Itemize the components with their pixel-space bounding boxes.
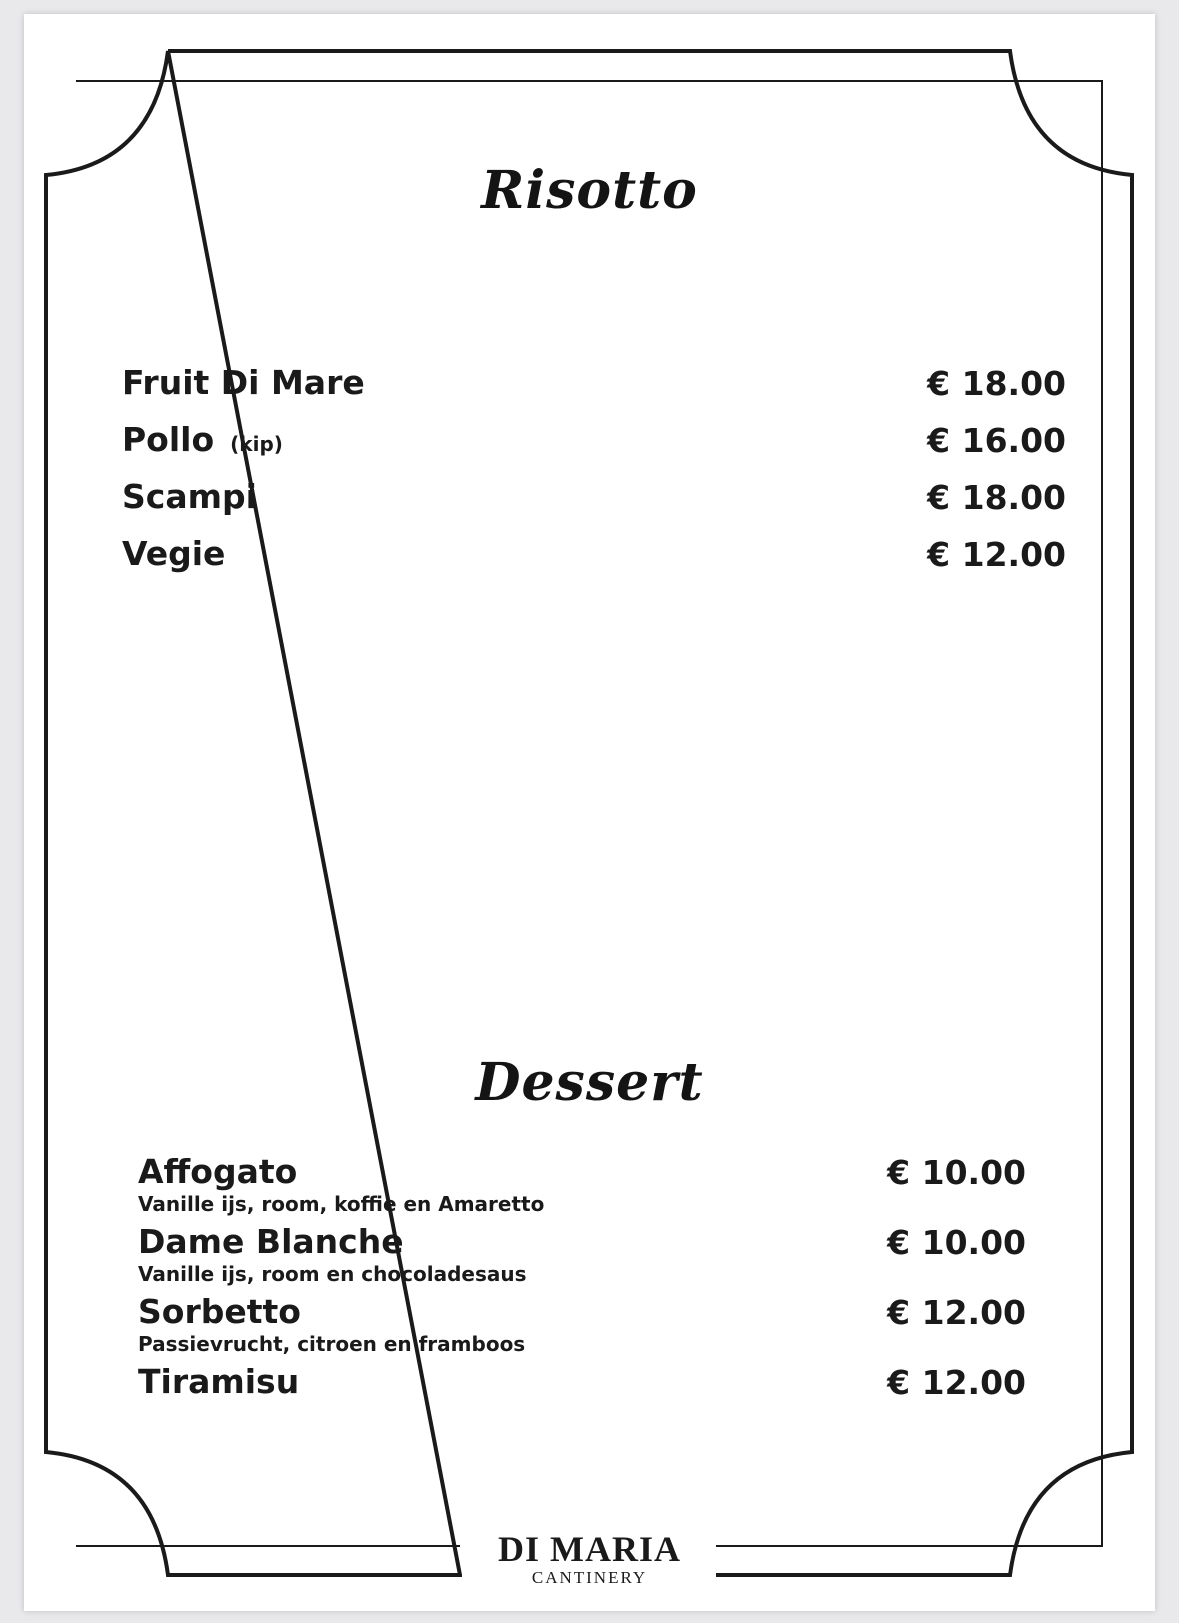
menu-item-description: Passievrucht, citroen en framboos (138, 1332, 526, 1356)
menu-item-note: (kip) (230, 432, 283, 456)
menu-item-price: € 18.00 (927, 364, 1066, 403)
menu-item-name: Dame Blanche (138, 1222, 404, 1261)
menu-item-price: € 12.00 (927, 535, 1066, 574)
risotto-heading: Risotto (481, 160, 698, 221)
menu-item-price: € 18.00 (927, 478, 1066, 517)
menu-item-price: € 12.00 (887, 1293, 1026, 1332)
menu-item-name: Vegie (122, 534, 226, 573)
menu-item-price: € 10.00 (887, 1153, 1026, 1192)
menu-item-price: € 10.00 (887, 1223, 1026, 1262)
brand-logo-name: DI MARIA (498, 1529, 681, 1569)
menu-item-name: Tiramisu (138, 1362, 300, 1401)
menu-item-name: Sorbetto (138, 1292, 301, 1331)
dessert-heading: Dessert (475, 1052, 704, 1113)
menu-item-description: Vanille ijs, room en chocoladesaus (138, 1262, 527, 1286)
menu-item-description: Vanille ijs, room, koffie en Amaretto (138, 1192, 545, 1216)
menu-item-price: € 16.00 (927, 421, 1066, 460)
menu-item-name: Fruit Di Mare (122, 363, 365, 402)
menu-item-name: Pollo (kip) (122, 420, 283, 459)
menu-item-name: Affogato (138, 1152, 298, 1191)
menu-item-name: Scampi (122, 477, 257, 516)
brand-logo-subtitle: CANTINERY (531, 1568, 648, 1587)
menu-item-price: € 12.00 (887, 1363, 1026, 1402)
